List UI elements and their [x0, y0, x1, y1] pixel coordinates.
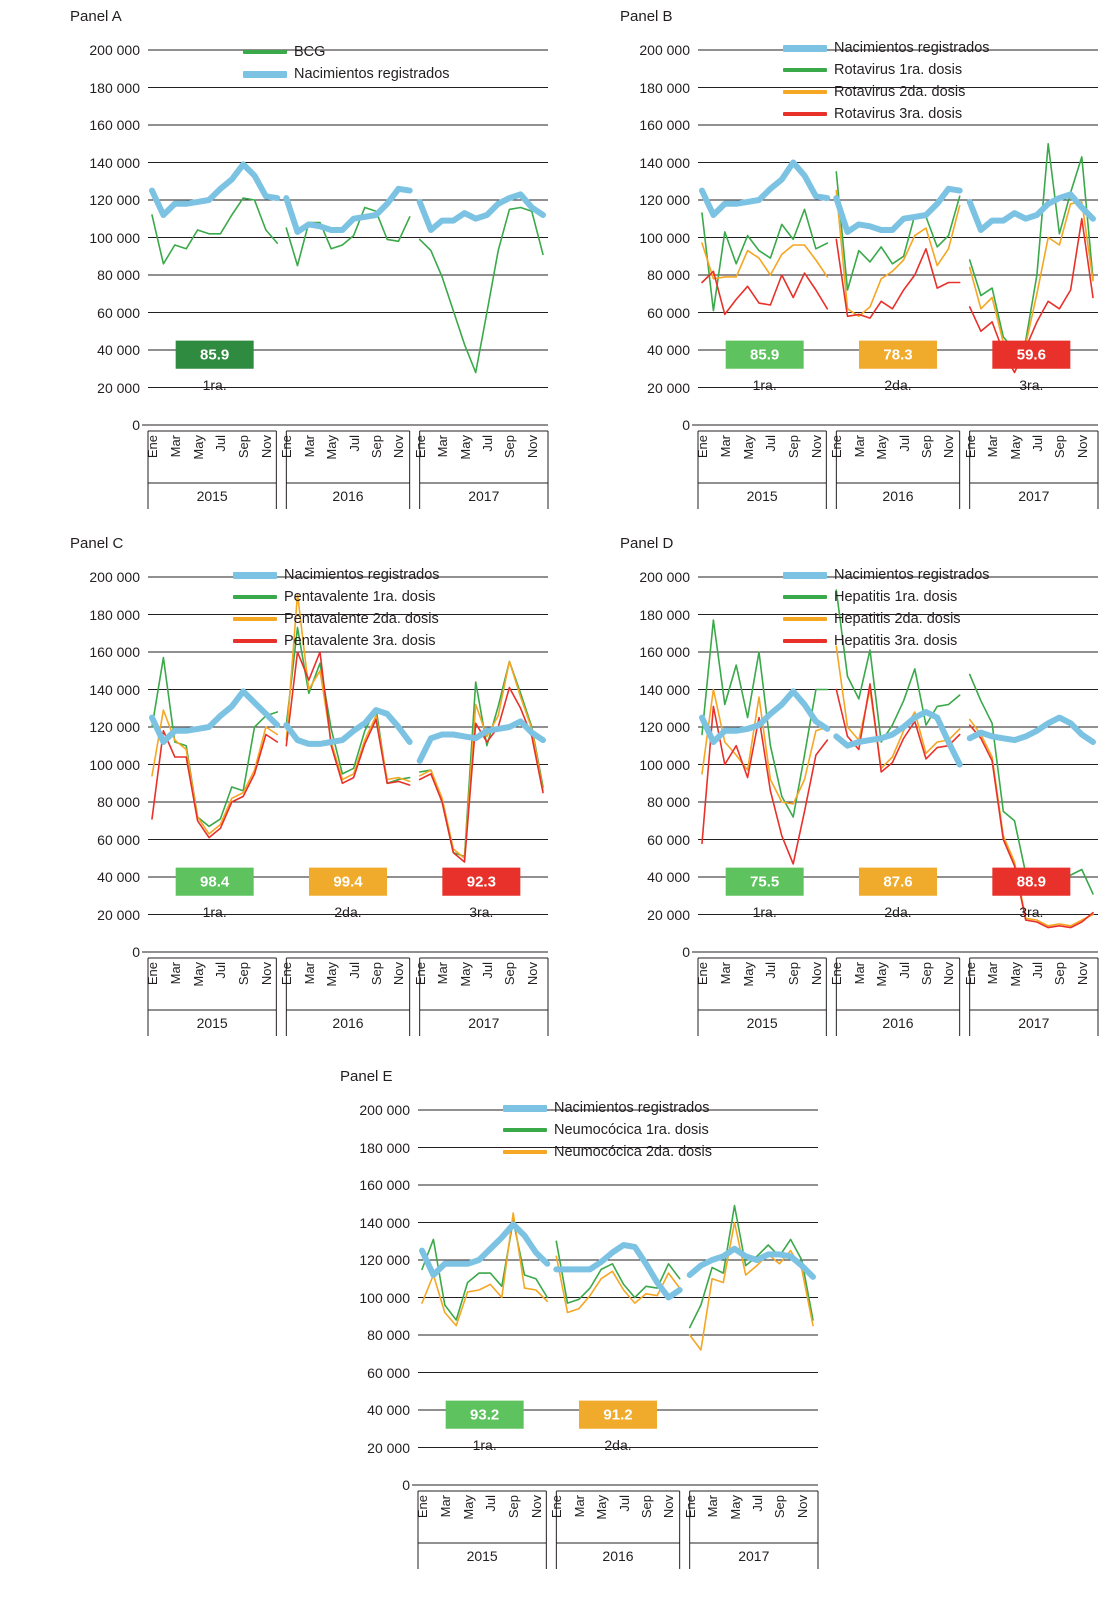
y-tick-label: 160 000 — [359, 1177, 410, 1193]
x-month-label: Nov — [391, 962, 407, 986]
y-tick-label: 200 000 — [89, 569, 140, 585]
x-month-label: Jul — [483, 1495, 499, 1512]
legend-swatch — [783, 572, 827, 579]
x-month-label: Nov — [528, 1495, 544, 1519]
x-month-label: Ene — [415, 1495, 430, 1519]
y-tick-label: 80 000 — [647, 794, 690, 810]
coverage-bar-value: 87.6 — [883, 873, 913, 891]
legend-item — [233, 587, 440, 607]
y-tick-label: 140 000 — [359, 1214, 410, 1231]
coverage-bar-value: 91.2 — [603, 1406, 633, 1424]
legend-label: Pentavalente 3ra. dosis — [284, 633, 436, 649]
x-month-label: May — [740, 435, 756, 460]
x-month-label: Ene — [412, 435, 428, 459]
x-month-label: Mar — [167, 435, 183, 458]
x-month-label: Mar — [301, 435, 317, 458]
dose-label: 1ra. — [752, 903, 777, 920]
x-month-label: Nov — [391, 435, 407, 459]
legend-label: Neumocócica 2da. dosis — [554, 1144, 712, 1160]
coverage-bar-value: 85.9 — [750, 346, 780, 364]
x-month-label: Jul — [763, 435, 779, 452]
y-tick-label: 40 000 — [647, 869, 690, 885]
dose-label: 1ra. — [202, 376, 227, 393]
x-month-label: May — [460, 1495, 476, 1520]
x-month-label: Ene — [412, 962, 428, 986]
x-year-label: 2017 — [738, 1548, 770, 1564]
dose-label: 1ra. — [752, 376, 777, 393]
x-month-label: May — [1007, 435, 1023, 460]
x-month-label: Ene — [962, 962, 978, 986]
coverage-bar-value: 93.2 — [470, 1406, 500, 1424]
x-month-label: Mar — [435, 435, 451, 458]
panel-e-chart — [340, 1090, 820, 1564]
dose-label: 2da. — [334, 903, 362, 920]
x-month-label: Sep — [502, 962, 518, 986]
dose-label: 2da. — [884, 376, 912, 393]
y-tick-label: 160 000 — [639, 644, 690, 660]
legend-swatch — [503, 1105, 547, 1112]
x-month-label: Ene — [829, 435, 845, 459]
y-tick-label: 160 000 — [89, 644, 140, 660]
x-month-label: May — [190, 962, 206, 987]
x-month-label: Sep — [919, 435, 935, 459]
y-tick-label: 20 000 — [97, 379, 140, 396]
legend-item — [783, 82, 990, 102]
coverage-bar-value: 92.3 — [466, 873, 496, 891]
y-tick-label: 20 000 — [97, 906, 140, 923]
y-tick-label: 120 000 — [359, 1252, 410, 1268]
y-tick-label: 200 000 — [639, 569, 690, 585]
legend-swatch — [783, 595, 827, 599]
x-month-label: May — [874, 435, 890, 460]
legend-swatch — [783, 45, 827, 52]
x-month-label: Sep — [1052, 962, 1068, 986]
x-month-label: Nov — [808, 435, 824, 459]
chart-legend — [233, 565, 440, 653]
x-month-label: Mar — [717, 962, 733, 985]
x-month-label: Jul — [1029, 435, 1045, 452]
x-month-label: May — [457, 962, 473, 987]
legend-label: Nacimientos registrados — [294, 66, 450, 82]
x-month-label: May — [190, 435, 206, 460]
x-month-label: Mar — [437, 1495, 453, 1518]
legend-item — [783, 38, 990, 58]
x-month-label: Jul — [1029, 962, 1045, 979]
x-year-label: 2017 — [1018, 1015, 1050, 1031]
panel-d — [620, 535, 1100, 1031]
legend-swatch — [243, 71, 287, 78]
dose-label: 2da. — [604, 1436, 632, 1453]
y-tick-label: 80 000 — [367, 1327, 410, 1343]
legend-swatch — [783, 639, 827, 643]
legend-item — [243, 64, 450, 84]
x-month-label: Ene — [145, 962, 160, 986]
dose-label: 3ra. — [1019, 903, 1044, 920]
x-year-label: 2016 — [332, 488, 364, 504]
y-tick-label: 200 000 — [359, 1102, 410, 1118]
x-month-label: Sep — [506, 1495, 522, 1519]
y-tick-label: 40 000 — [367, 1402, 410, 1418]
x-year-label: 2017 — [1018, 488, 1050, 504]
x-year-label: 2017 — [468, 1015, 500, 1031]
y-tick-label: 180 000 — [89, 606, 140, 623]
x-axis — [70, 431, 550, 521]
y-tick-label: 60 000 — [647, 304, 690, 321]
y-tick-label: 180 000 — [359, 1139, 410, 1156]
panel-b-title: Panel B — [620, 8, 673, 25]
y-tick-label: 80 000 — [647, 267, 690, 283]
coverage-bar-value: 99.4 — [333, 873, 363, 891]
x-month-label: Ene — [695, 435, 710, 459]
y-tick-label: 0 — [682, 417, 690, 433]
legend-label: Nacimientos registrados — [834, 40, 990, 56]
y-tick-label: 0 — [132, 944, 140, 960]
x-year-label: 2015 — [196, 1015, 228, 1031]
panel-d-chart — [620, 557, 1100, 1031]
legend-item — [503, 1142, 712, 1162]
x-month-label: Mar — [571, 1495, 587, 1518]
legend-item — [783, 565, 990, 585]
x-month-label: May — [324, 962, 340, 987]
x-month-label: Ene — [962, 435, 978, 459]
coverage-bar-value: 98.4 — [200, 873, 230, 891]
legend-swatch — [233, 572, 277, 579]
panel-c — [70, 535, 550, 1031]
x-year-label: 2015 — [746, 488, 778, 504]
legend-swatch — [503, 1128, 547, 1132]
legend-label: Nacimientos registrados — [834, 567, 990, 583]
y-tick-label: 140 000 — [639, 154, 690, 171]
legend-label: Rotavirus 2da. dosis — [834, 84, 966, 100]
x-month-label: Jul — [346, 962, 362, 979]
y-tick-label: 100 000 — [89, 229, 140, 246]
x-month-label: Jul — [896, 435, 912, 452]
x-month-label: Sep — [502, 435, 518, 459]
x-month-label: Nov — [258, 435, 274, 459]
x-month-label: Sep — [236, 435, 252, 459]
y-tick-label: 60 000 — [647, 831, 690, 848]
x-month-label: Jul — [479, 435, 495, 452]
legend-label: Hepatitis 2da. dosis — [834, 611, 961, 627]
x-year-label: 2017 — [468, 488, 500, 504]
x-month-label: Jul — [896, 962, 912, 979]
y-tick-label: 40 000 — [647, 342, 690, 358]
y-tick-label: 180 000 — [639, 79, 690, 96]
legend-label: Hepatitis 1ra. dosis — [834, 589, 958, 605]
legend-label: BCG — [294, 44, 326, 60]
dose-label: 3ra. — [1019, 376, 1044, 393]
x-year-label: 2016 — [882, 488, 914, 504]
legend-item — [783, 104, 990, 124]
panel-c-chart — [70, 557, 550, 1031]
legend-item — [233, 609, 440, 629]
x-month-label: Mar — [851, 435, 867, 458]
x-month-label: Mar — [985, 435, 1001, 458]
y-tick-label: 120 000 — [639, 192, 690, 208]
y-tick-label: 40 000 — [97, 869, 140, 885]
x-month-label: Jul — [213, 435, 229, 452]
y-tick-label: 180 000 — [639, 606, 690, 623]
x-month-label: Jul — [213, 962, 229, 979]
y-tick-label: 0 — [682, 944, 690, 960]
x-month-label: Sep — [919, 962, 935, 986]
y-tick-label: 80 000 — [97, 794, 140, 810]
x-month-label: Nov — [524, 435, 540, 459]
x-month-label: Mar — [985, 962, 1001, 985]
panel-b-chart — [620, 30, 1100, 504]
y-tick-label: 60 000 — [97, 304, 140, 321]
legend-label: Pentavalente 2da. dosis — [284, 611, 439, 627]
legend-item — [233, 631, 440, 651]
x-month-label: Sep — [1052, 435, 1068, 459]
x-month-label: Sep — [772, 1495, 788, 1519]
x-month-label: Ene — [145, 435, 160, 459]
x-month-label: Jul — [763, 962, 779, 979]
coverage-bar-value: 88.9 — [1016, 873, 1046, 891]
y-tick-label: 140 000 — [89, 681, 140, 698]
coverage-bar-value: 85.9 — [200, 346, 230, 364]
legend-swatch — [783, 617, 827, 621]
legend-label: Rotavirus 1ra. dosis — [834, 62, 963, 78]
x-month-label: Jul — [479, 962, 495, 979]
y-tick-label: 100 000 — [639, 229, 690, 246]
legend-swatch — [233, 595, 277, 599]
panel-a-title: Panel A — [70, 8, 122, 25]
y-tick-label: 20 000 — [367, 1439, 410, 1456]
x-year-label: 2016 — [332, 1015, 364, 1031]
x-month-label: Jul — [616, 1495, 632, 1512]
x-month-label: May — [727, 1495, 743, 1520]
y-tick-label: 100 000 — [89, 756, 140, 773]
panel-a-chart — [70, 30, 550, 504]
x-month-label: Nov — [524, 962, 540, 986]
legend-swatch — [233, 617, 277, 621]
legend-label: Nacimientos registrados — [554, 1100, 710, 1116]
coverage-bar-value: 78.3 — [883, 346, 913, 364]
legend-swatch — [783, 112, 827, 116]
panel-e-title: Panel E — [340, 1068, 393, 1085]
chart-legend — [783, 565, 990, 653]
x-month-label: Mar — [717, 435, 733, 458]
y-tick-label: 180 000 — [89, 79, 140, 96]
legend-label: Hepatitis 3ra. dosis — [834, 633, 958, 649]
x-month-label: Nov — [941, 435, 957, 459]
x-month-label: Nov — [808, 962, 824, 986]
x-month-label: May — [594, 1495, 610, 1520]
legend-item — [243, 42, 450, 62]
x-month-label: Sep — [639, 1495, 655, 1519]
y-tick-label: 120 000 — [639, 719, 690, 735]
x-month-label: Nov — [661, 1495, 677, 1519]
x-month-label: Mar — [435, 962, 451, 985]
panel-a — [70, 8, 550, 504]
x-month-label: May — [324, 435, 340, 460]
x-axis — [620, 431, 1100, 521]
coverage-bar-value: 59.6 — [1016, 346, 1046, 364]
y-tick-label: 140 000 — [89, 154, 140, 171]
legend-item — [503, 1098, 712, 1118]
y-tick-label: 200 000 — [639, 42, 690, 58]
y-tick-label: 60 000 — [97, 831, 140, 848]
panel-c-title: Panel C — [70, 535, 124, 552]
x-month-label: May — [874, 962, 890, 987]
x-axis — [620, 958, 1100, 1048]
x-month-label: Ene — [682, 1495, 698, 1519]
y-tick-label: 160 000 — [639, 117, 690, 133]
x-month-label: Nov — [258, 962, 274, 986]
x-year-label: 2015 — [466, 1548, 498, 1564]
x-month-label: Nov — [1074, 435, 1090, 459]
x-month-label: Jul — [749, 1495, 765, 1512]
x-month-label: Sep — [236, 962, 252, 986]
x-month-label: Nov — [941, 962, 957, 986]
x-month-label: Sep — [369, 962, 385, 986]
y-tick-label: 100 000 — [359, 1289, 410, 1306]
legend-swatch — [233, 639, 277, 643]
legend-swatch — [243, 50, 287, 54]
x-month-label: Ene — [279, 962, 295, 986]
dose-label: 2da. — [884, 903, 912, 920]
x-year-label: 2015 — [746, 1015, 778, 1031]
x-month-label: Mar — [167, 962, 183, 985]
x-month-label: Mar — [705, 1495, 721, 1518]
y-tick-label: 100 000 — [639, 756, 690, 773]
chart-legend — [503, 1098, 712, 1164]
x-month-label: Sep — [786, 435, 802, 459]
x-year-label: 2015 — [196, 488, 228, 504]
y-tick-label: 20 000 — [647, 379, 690, 396]
x-month-label: Sep — [786, 962, 802, 986]
legend-swatch — [783, 90, 827, 94]
panel-b — [620, 8, 1100, 504]
y-tick-label: 200 000 — [89, 42, 140, 58]
x-month-label: Ene — [829, 962, 845, 986]
legend-item — [233, 565, 440, 585]
legend-item — [783, 60, 990, 80]
legend-item — [503, 1120, 712, 1140]
y-tick-label: 0 — [402, 1477, 410, 1493]
chart-legend — [243, 42, 450, 86]
x-month-label: Nov — [794, 1495, 810, 1519]
y-tick-label: 0 — [132, 417, 140, 433]
x-month-label: Jul — [346, 435, 362, 452]
plot-area — [70, 30, 550, 480]
legend-swatch — [783, 68, 827, 72]
panel-e — [340, 1068, 820, 1564]
x-month-label: Ene — [279, 435, 295, 459]
panel-d-title: Panel D — [620, 535, 674, 552]
y-tick-label: 140 000 — [639, 681, 690, 698]
legend-label: Nacimientos registrados — [284, 567, 440, 583]
y-tick-label: 40 000 — [97, 342, 140, 358]
legend-label: Neumocócica 1ra. dosis — [554, 1122, 709, 1138]
legend-item — [783, 609, 990, 629]
y-tick-label: 20 000 — [647, 906, 690, 923]
legend-label: Rotavirus 3ra. dosis — [834, 106, 963, 122]
legend-swatch — [503, 1150, 547, 1154]
x-month-label: Nov — [1074, 962, 1090, 986]
y-tick-label: 120 000 — [89, 719, 140, 735]
y-tick-label: 160 000 — [89, 117, 140, 133]
y-tick-label: 60 000 — [367, 1364, 410, 1381]
legend-label: Pentavalente 1ra. dosis — [284, 589, 436, 605]
x-month-label: Mar — [851, 962, 867, 985]
coverage-bar-value: 75.5 — [750, 873, 780, 891]
x-year-label: 2016 — [882, 1015, 914, 1031]
x-axis — [70, 958, 550, 1048]
legend-item — [783, 587, 990, 607]
x-month-label: Ene — [695, 962, 710, 986]
chart-legend — [783, 38, 990, 126]
x-month-label: May — [457, 435, 473, 460]
dose-label: 1ra. — [472, 1436, 497, 1453]
x-month-label: Mar — [301, 962, 317, 985]
dose-label: 3ra. — [469, 903, 494, 920]
x-month-label: May — [1007, 962, 1023, 987]
dose-label: 1ra. — [202, 903, 227, 920]
x-axis — [340, 1491, 820, 1581]
y-tick-label: 80 000 — [97, 267, 140, 283]
x-month-label: May — [740, 962, 756, 987]
x-month-label: Sep — [369, 435, 385, 459]
y-tick-label: 120 000 — [89, 192, 140, 208]
legend-item — [783, 631, 990, 651]
x-year-label: 2016 — [602, 1548, 634, 1564]
x-month-label: Ene — [549, 1495, 565, 1519]
